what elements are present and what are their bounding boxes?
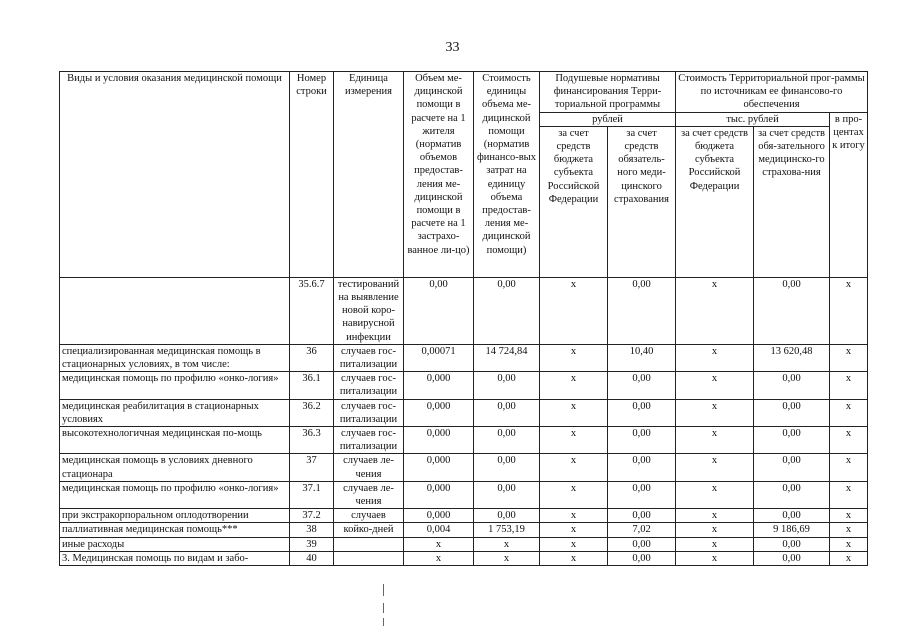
row-tc-budget: x (676, 509, 754, 523)
row-pc-oms: 10,40 (608, 344, 676, 371)
row-unit (334, 537, 404, 551)
table-row (60, 372, 868, 399)
row-number: 37.1 (290, 481, 334, 508)
row-pc-oms: 0,00 (608, 427, 676, 454)
row-pc-budget: x (540, 481, 608, 508)
row-pc-budget: x (540, 427, 608, 454)
row-volume: 0,000 (404, 509, 474, 523)
scan-mark (383, 618, 384, 626)
row-volume: 0,00071 (404, 344, 474, 371)
row-pc-oms: 0,00 (608, 551, 676, 565)
table-row (60, 399, 868, 426)
row-tc-oms: 0,00 (754, 454, 830, 481)
row-number: 35.6.7 (290, 277, 334, 344)
row-unit: случаев (334, 509, 404, 523)
row-name: специализированная медицинская помощь в стационарных условиях, в том числе: (60, 344, 290, 371)
table-row (60, 551, 868, 565)
row-name: паллиативная медицинская помощь*** (60, 523, 290, 537)
table-row (60, 454, 868, 481)
row-name: медицинская помощь по профилю «онко-логия» (60, 372, 290, 399)
row-pc-budget: x (540, 372, 608, 399)
row-number: 37 (290, 454, 334, 481)
header-name: Виды и условия оказания медицинской помощи (60, 72, 290, 278)
row-percent: x (830, 509, 868, 523)
table-row (60, 509, 868, 523)
row-pc-oms: 0,00 (608, 454, 676, 481)
row-volume: x (404, 551, 474, 565)
row-name: медицинская помощь по профилю «онко-логия» (60, 481, 290, 508)
row-percent: x (830, 481, 868, 508)
row-pc-budget: x (540, 277, 608, 344)
row-cost: 0,00 (474, 399, 540, 426)
row-unit: случаев гос-питализации (334, 372, 404, 399)
row-pc-oms: 0,00 (608, 537, 676, 551)
page-number: 33 (445, 40, 460, 55)
row-cost: 0,00 (474, 509, 540, 523)
header-program-cost-group: Стоимость Территориальной прог-раммы по источникам ее финансово-го обеспечения (676, 72, 868, 113)
row-tc-oms: 0,00 (754, 372, 830, 399)
row-unit: койко-дней (334, 523, 404, 537)
row-pc-oms: 0,00 (608, 277, 676, 344)
financing-table (59, 71, 868, 566)
row-tc-budget: x (676, 427, 754, 454)
header-tc-budget: за счет средств бюджета субъекта Российской Федерации (676, 126, 754, 277)
row-tc-oms: 0,00 (754, 537, 830, 551)
row-percent: x (830, 344, 868, 371)
row-percent: x (830, 454, 868, 481)
row-cost: 0,00 (474, 427, 540, 454)
row-pc-oms: 0,00 (608, 399, 676, 426)
row-number: 37.2 (290, 509, 334, 523)
header-percent: в про-центах к итогу (830, 112, 868, 277)
row-percent: x (830, 551, 868, 565)
header-pc-budget: за счет средств бюджета субъекта Российской Федерации (540, 126, 608, 277)
table-row (60, 277, 868, 344)
row-name (60, 277, 290, 344)
row-cost: 0,00 (474, 372, 540, 399)
row-percent: x (830, 537, 868, 551)
table-row (60, 537, 868, 551)
row-volume: 0,000 (404, 481, 474, 508)
header-pc-oms: за счет средств обязатель-ного меди-цинского страхования (608, 126, 676, 277)
row-cost: 14 724,84 (474, 344, 540, 371)
row-volume: 0,004 (404, 523, 474, 537)
header-unit-cost: Стоимость единицы объема ме-дицинской помощи (норматив финансо-вых затрат на единицу объема предостав-ления ме-дицинской помощи) (474, 72, 540, 278)
row-tc-oms: 0,00 (754, 509, 830, 523)
header-row-1 (60, 72, 868, 113)
row-cost: 0,00 (474, 454, 540, 481)
row-name: 3. Медицинская помощь по видам и забо- (60, 551, 290, 565)
row-cost: 1 753,19 (474, 523, 540, 537)
header-tc-oms: за счет средств обя-зательного медицинско-го страхова-ния (754, 126, 830, 277)
scan-mark (383, 584, 384, 596)
header-unit-thousand-rub: тыс. рублей (676, 112, 830, 126)
row-tc-budget: x (676, 454, 754, 481)
row-volume: 0,000 (404, 454, 474, 481)
row-number: 39 (290, 537, 334, 551)
row-pc-budget: x (540, 523, 608, 537)
row-pc-oms: 7,02 (608, 523, 676, 537)
row-unit: случаев гос-питализации (334, 399, 404, 426)
row-tc-oms: 0,00 (754, 277, 830, 344)
row-number: 36.2 (290, 399, 334, 426)
row-tc-oms: 0,00 (754, 481, 830, 508)
row-pc-budget: x (540, 344, 608, 371)
row-name: медицинская реабилитация в стационарных условиях (60, 399, 290, 426)
table-row (60, 481, 868, 508)
header-row-number: Номер строки (290, 72, 334, 278)
row-name: медицинская помощь в условиях дневного стационара (60, 454, 290, 481)
row-name: высокотехнологичная медицинская по-мощь (60, 427, 290, 454)
row-cost: x (474, 551, 540, 565)
row-unit: случаев гос-питализации (334, 344, 404, 371)
row-volume: 0,000 (404, 372, 474, 399)
row-tc-oms: 0,00 (754, 399, 830, 426)
table-row (60, 523, 868, 537)
row-tc-budget: x (676, 523, 754, 537)
row-pc-budget: x (540, 454, 608, 481)
row-volume: x (404, 537, 474, 551)
row-pc-oms: 0,00 (608, 481, 676, 508)
row-volume: 0,000 (404, 399, 474, 426)
row-pc-budget: x (540, 509, 608, 523)
row-volume: 0,000 (404, 427, 474, 454)
row-tc-oms: 9 186,69 (754, 523, 830, 537)
row-number: 40 (290, 551, 334, 565)
row-tc-budget: x (676, 481, 754, 508)
row-unit: случаев гос-питализации (334, 427, 404, 454)
row-name: иные расходы (60, 537, 290, 551)
row-tc-budget: x (676, 399, 754, 426)
row-unit: случаев ле-чения (334, 481, 404, 508)
row-tc-budget: x (676, 277, 754, 344)
row-tc-budget: x (676, 537, 754, 551)
row-unit: тестирований на выявление новой коро-навирусной инфекции (334, 277, 404, 344)
table-row (60, 427, 868, 454)
header-unit-rub: рублей (540, 112, 676, 126)
row-number: 36 (290, 344, 334, 371)
row-cost: 0,00 (474, 277, 540, 344)
row-percent: x (830, 427, 868, 454)
row-percent: x (830, 372, 868, 399)
row-unit (334, 551, 404, 565)
row-tc-oms: 13 620,48 (754, 344, 830, 371)
row-cost: 0,00 (474, 481, 540, 508)
table-row (60, 344, 868, 371)
row-number: 36.3 (290, 427, 334, 454)
row-percent: x (830, 523, 868, 537)
row-percent: x (830, 399, 868, 426)
row-pc-budget: x (540, 399, 608, 426)
scan-mark (383, 603, 384, 613)
row-tc-oms: 0,00 (754, 427, 830, 454)
header-per-capita-group: Подушевые нормативы финансирования Терри-ториальной программы (540, 72, 676, 113)
row-number: 36.1 (290, 372, 334, 399)
row-percent: x (830, 277, 868, 344)
row-unit: случаев ле-чения (334, 454, 404, 481)
row-tc-budget: x (676, 344, 754, 371)
header-unit: Единица измерения (334, 72, 404, 278)
row-number: 38 (290, 523, 334, 537)
row-cost: x (474, 537, 540, 551)
row-pc-budget: x (540, 551, 608, 565)
row-pc-oms: 0,00 (608, 509, 676, 523)
row-tc-budget: x (676, 372, 754, 399)
row-pc-budget: x (540, 537, 608, 551)
header-volume: Объем ме-дицинской помощи в расчете на 1 жителя (норматив объемов предостав-ления ме-дицинской помощи в расчете на 1 застрахо-ванное ли-цо) (404, 72, 474, 278)
row-tc-oms: 0,00 (754, 551, 830, 565)
row-name: при экстракорпоральном оплодотворении (60, 509, 290, 523)
row-pc-oms: 0,00 (608, 372, 676, 399)
row-tc-budget: x (676, 551, 754, 565)
row-volume: 0,00 (404, 277, 474, 344)
